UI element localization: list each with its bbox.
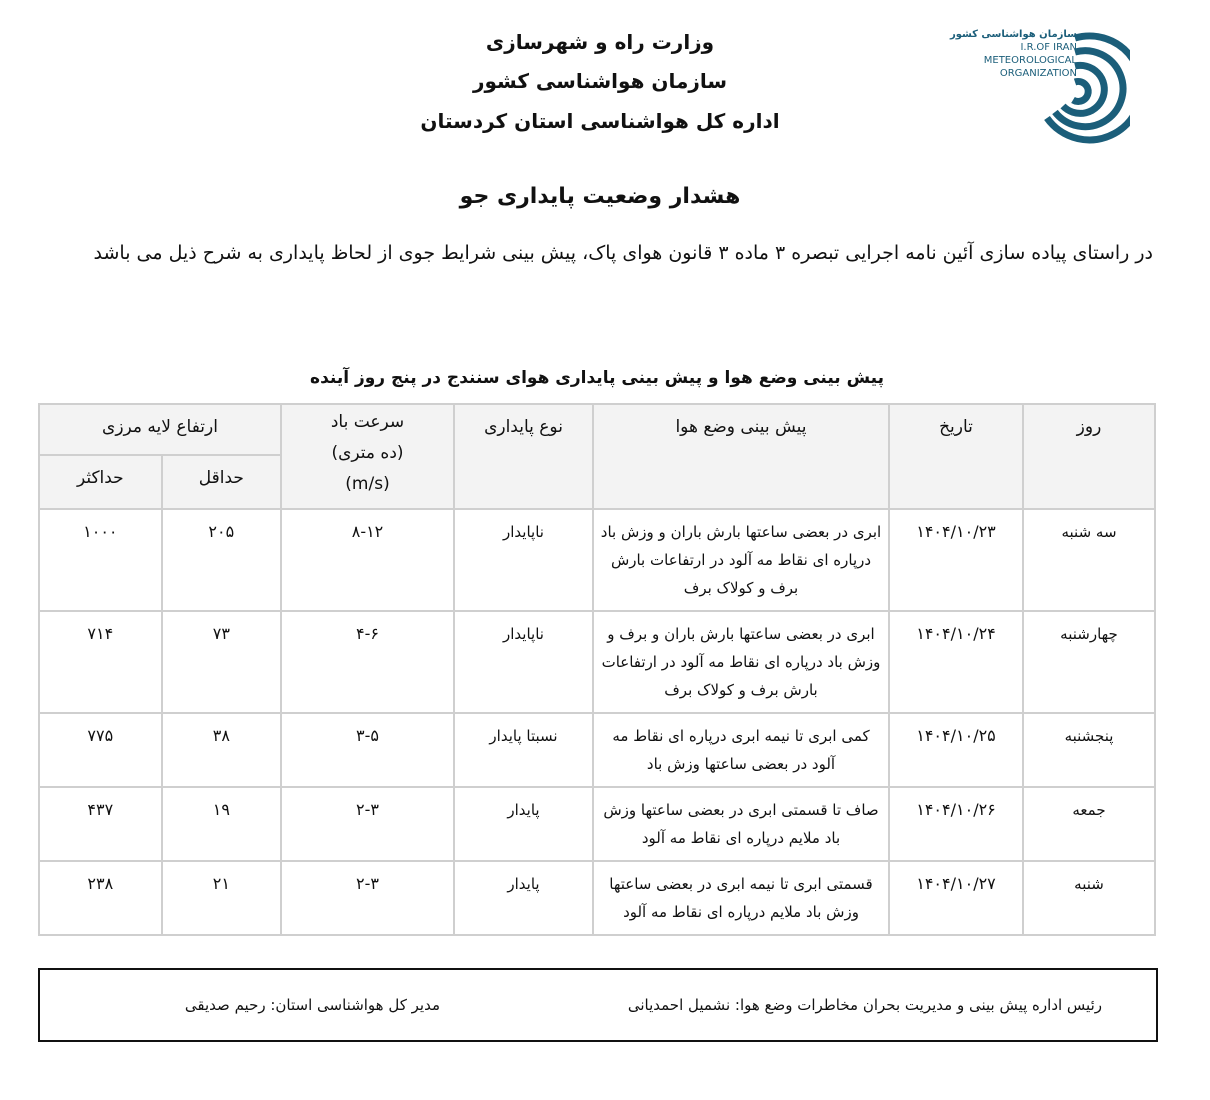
date-cell: ۱۴۰۴/۱۰/۲۵ [889, 713, 1023, 787]
wind-cell: ۳-۵ [281, 713, 454, 787]
intro-paragraph: در راستای پیاده سازی آئین نامه اجرایی تبصره ۳ ماده ۳ قانون هوای پاک، پیش بینی شرایط جوی از لحاظ پایداری به شرح ذیل می باشد [93, 242, 1153, 264]
wind-cell: ۸-۱۲ [281, 509, 454, 611]
max-height-cell: ۱۰۰۰ [39, 509, 162, 611]
forecast-cell: ابری در بعضی ساعتها بارش باران و برف و وزش باد درپاره ای نقاط مه آلود در ارتفاعات بارش برف و کولاک برف [593, 611, 889, 713]
department-name: اداره کل هواشناسی استان کردستان [420, 109, 780, 133]
signature-box [38, 968, 1158, 1042]
min-height-cell: ۲۱ [162, 861, 281, 935]
forecast-cell: صاف تا قسمتی ابری در بعضی ساعتها وزش باد ملایم درپاره ای نقاط مه آلود [593, 787, 889, 861]
wind-cell: ۲-۳ [281, 787, 454, 861]
date-cell: ۱۴۰۴/۱۰/۲۳ [889, 509, 1023, 611]
document-title: هشدار وضعیت پایداری جو [459, 184, 741, 209]
stability-cell: پایدار [454, 787, 593, 861]
day-cell: شنبه [1023, 861, 1155, 935]
header-day: روز [1023, 404, 1155, 509]
stability-cell: ناپایدار [454, 611, 593, 713]
header-forecast: پیش بینی وضع هوا [593, 404, 889, 509]
forecast-cell: قسمتی ابری تا نیمه ابری در بعضی ساعتها وزش باد ملایم درپاره ای نقاط مه آلود [593, 861, 889, 935]
table-title: پیش بینی وضع هوا و پیش بینی پایداری هوای سنندج در پنج روز آینده [310, 368, 884, 388]
min-height-cell: ۱۹ [162, 787, 281, 861]
table-row [39, 787, 1155, 861]
day-cell: سه شنبه [1023, 509, 1155, 611]
min-height-cell: ۲۰۵ [162, 509, 281, 611]
header-boundary-layer: ارتفاع لایه مرزی [39, 404, 281, 455]
date-cell: ۱۴۰۴/۱۰/۲۶ [889, 787, 1023, 861]
header-date: تاریخ [889, 404, 1023, 509]
wind-cell: ۴-۶ [281, 611, 454, 713]
table-row [39, 509, 1155, 611]
wind-cell: ۲-۳ [281, 861, 454, 935]
day-cell: چهارشنبه [1023, 611, 1155, 713]
organization-name: سازمان هواشناسی کشور [472, 69, 728, 93]
min-height-cell: ۳۸ [162, 713, 281, 787]
header-min: حداقل [162, 455, 281, 509]
logo-spiral-icon [1035, 30, 1130, 145]
day-cell: پنجشنبه [1023, 713, 1155, 787]
table-row [39, 713, 1155, 787]
max-height-cell: ۷۱۴ [39, 611, 162, 713]
max-height-cell: ۴۳۷ [39, 787, 162, 861]
max-height-cell: ۲۳۸ [39, 861, 162, 935]
stability-cell: ناپایدار [454, 509, 593, 611]
date-cell: ۱۴۰۴/۱۰/۲۴ [889, 611, 1023, 713]
forecast-cell: کمی ابری تا نیمه ابری درپاره ای نقاط مه آلود در بعضی ساعتها وزش باد [593, 713, 889, 787]
header-stability: نوع پایداری [454, 404, 593, 509]
ministry-name: وزارت راه و شهرسازی [485, 30, 715, 54]
table-row [39, 611, 1155, 713]
stability-cell: پایدار [454, 861, 593, 935]
organization-logo: سازمان هواشناسی کشور I.R.OF IRAN METEOROLOGICAL ORGANIZATION [965, 22, 1135, 147]
day-cell: جمعه [1023, 787, 1155, 861]
date-cell: ۱۴۰۴/۱۰/۲۷ [889, 861, 1023, 935]
director-signature: مدیر کل هواشناسی استان: رحیم صدیقی [184, 996, 440, 1014]
forecast-cell: ابری در بعضی ساعتها بارش باران و وزش باد درپاره ای نقاط مه آلود در ارتفاعات بارش برف و کولاک برف [593, 509, 889, 611]
table-row [39, 861, 1155, 935]
max-height-cell: ۷۷۵ [39, 713, 162, 787]
min-height-cell: ۷۳ [162, 611, 281, 713]
header-wind: سرعت باد (ده متری) (m/s) [281, 404, 454, 509]
stability-cell: نسبتا پایدار [454, 713, 593, 787]
forecast-table [38, 403, 1156, 936]
forecast-head-signature: رئیس اداره پیش بینی و مدیریت بحران مخاطرات وضع هوا: نشمیل احمدیانی [627, 996, 1102, 1014]
header-max: حداکثر [39, 455, 162, 509]
